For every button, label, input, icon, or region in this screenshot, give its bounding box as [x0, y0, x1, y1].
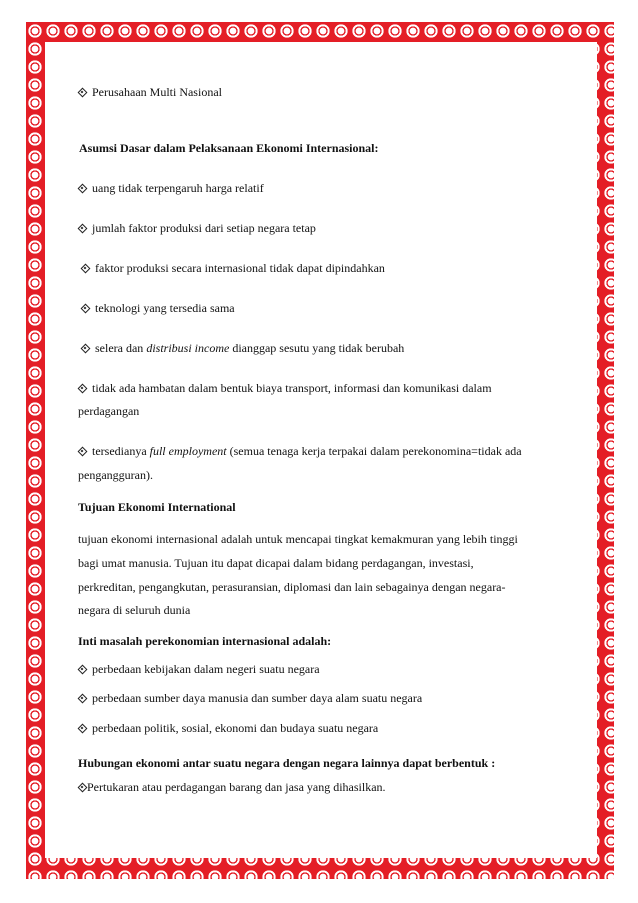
diamond-bullet-icon — [81, 264, 89, 272]
line-text: (semua tenaga kerja terpakai dalam perekonomina=tidak ada — [226, 444, 522, 458]
diamond-bullet-icon — [78, 88, 86, 96]
line-text: perbedaan kebijakan dalam negeri suatu negara — [92, 662, 320, 676]
continuation-line: perdagangan — [78, 404, 140, 418]
line-text: perbedaan politik, sosial, ekonomi dan budaya suatu negara — [92, 721, 379, 735]
diamond-bullet-icon — [78, 384, 86, 392]
line-text: faktor produksi secara internasional tidak dapat dipindahkan — [95, 261, 385, 275]
bullet-line — [81, 261, 385, 275]
diamond-bullet-icon — [78, 665, 86, 673]
paragraph-line: perkreditan, pengangkutan, perasuransian, diplomasi dan lain sebagainya dengan negara- — [78, 580, 506, 594]
line-text: Pertukaran atau perdagangan barang dan jasa yang dihasilkan. — [87, 780, 386, 794]
section-heading: Inti masalah perekonomian internasional adalah: — [78, 634, 332, 648]
paragraph-line: negara di seluruh dunia — [78, 603, 191, 617]
bullet-line — [78, 662, 320, 676]
bullet-line — [78, 181, 264, 195]
paragraph-line: tujuan ekonomi internasional adalah untuk mencapai tingkat kemakmuran yang lebih tinggi — [78, 532, 518, 546]
diamond-bullet-icon — [78, 224, 86, 232]
paragraph-line: bagi umat manusia. Tujuan itu dapat dicapai dalam bidang perdagangan, investasi, — [78, 556, 474, 570]
line-text: Perusahaan Multi Nasional — [92, 85, 222, 99]
bullet-line — [78, 85, 222, 99]
diamond-bullet-icon — [78, 184, 86, 192]
diamond-bullet-icon — [78, 694, 86, 702]
diamond-bullet-icon — [81, 344, 89, 352]
line-text: tersedianya — [92, 444, 150, 458]
bullet-line — [81, 301, 235, 315]
italic-term: full employment — [149, 444, 227, 458]
line-text: tidak ada hambatan dalam bentuk biaya transport, informasi dan komunikasi dalam — [92, 381, 492, 395]
bullet-line — [78, 444, 522, 458]
line-text: dianggap sesutu yang tidak berubah — [229, 341, 405, 355]
section-heading: Tujuan Ekonomi International — [78, 500, 236, 514]
continuation-line: pengangguran). — [78, 468, 153, 482]
bullet-line — [78, 221, 316, 235]
diamond-bullet-icon — [78, 724, 86, 732]
line-text: teknologi yang tersedia sama — [95, 301, 235, 315]
bullet-line — [78, 691, 422, 705]
diamond-bullet-icon — [81, 304, 89, 312]
diamond-bullet-icon — [78, 783, 86, 791]
bullet-line — [78, 721, 378, 735]
line-text: jumlah faktor produksi dari setiap negara tetap — [92, 221, 316, 235]
line-text: uang tidak terpengaruh harga relatif — [92, 181, 264, 195]
line-text: selera dan — [95, 341, 147, 355]
section-heading: Hubungan ekonomi antar suatu negara dengan negara lainnya dapat berbentuk : — [78, 756, 496, 770]
section-heading: Asumsi Dasar dalam Pelaksanaan Ekonomi Internasional: — [79, 141, 379, 155]
diamond-bullet-icon — [78, 447, 86, 455]
italic-term: distribusi income — [146, 341, 230, 355]
bullet-line — [81, 341, 404, 355]
bullet-line — [78, 381, 492, 395]
bullet-line — [78, 780, 386, 794]
line-text: perbedaan sumber daya manusia dan sumber daya alam suatu negara — [92, 691, 423, 705]
